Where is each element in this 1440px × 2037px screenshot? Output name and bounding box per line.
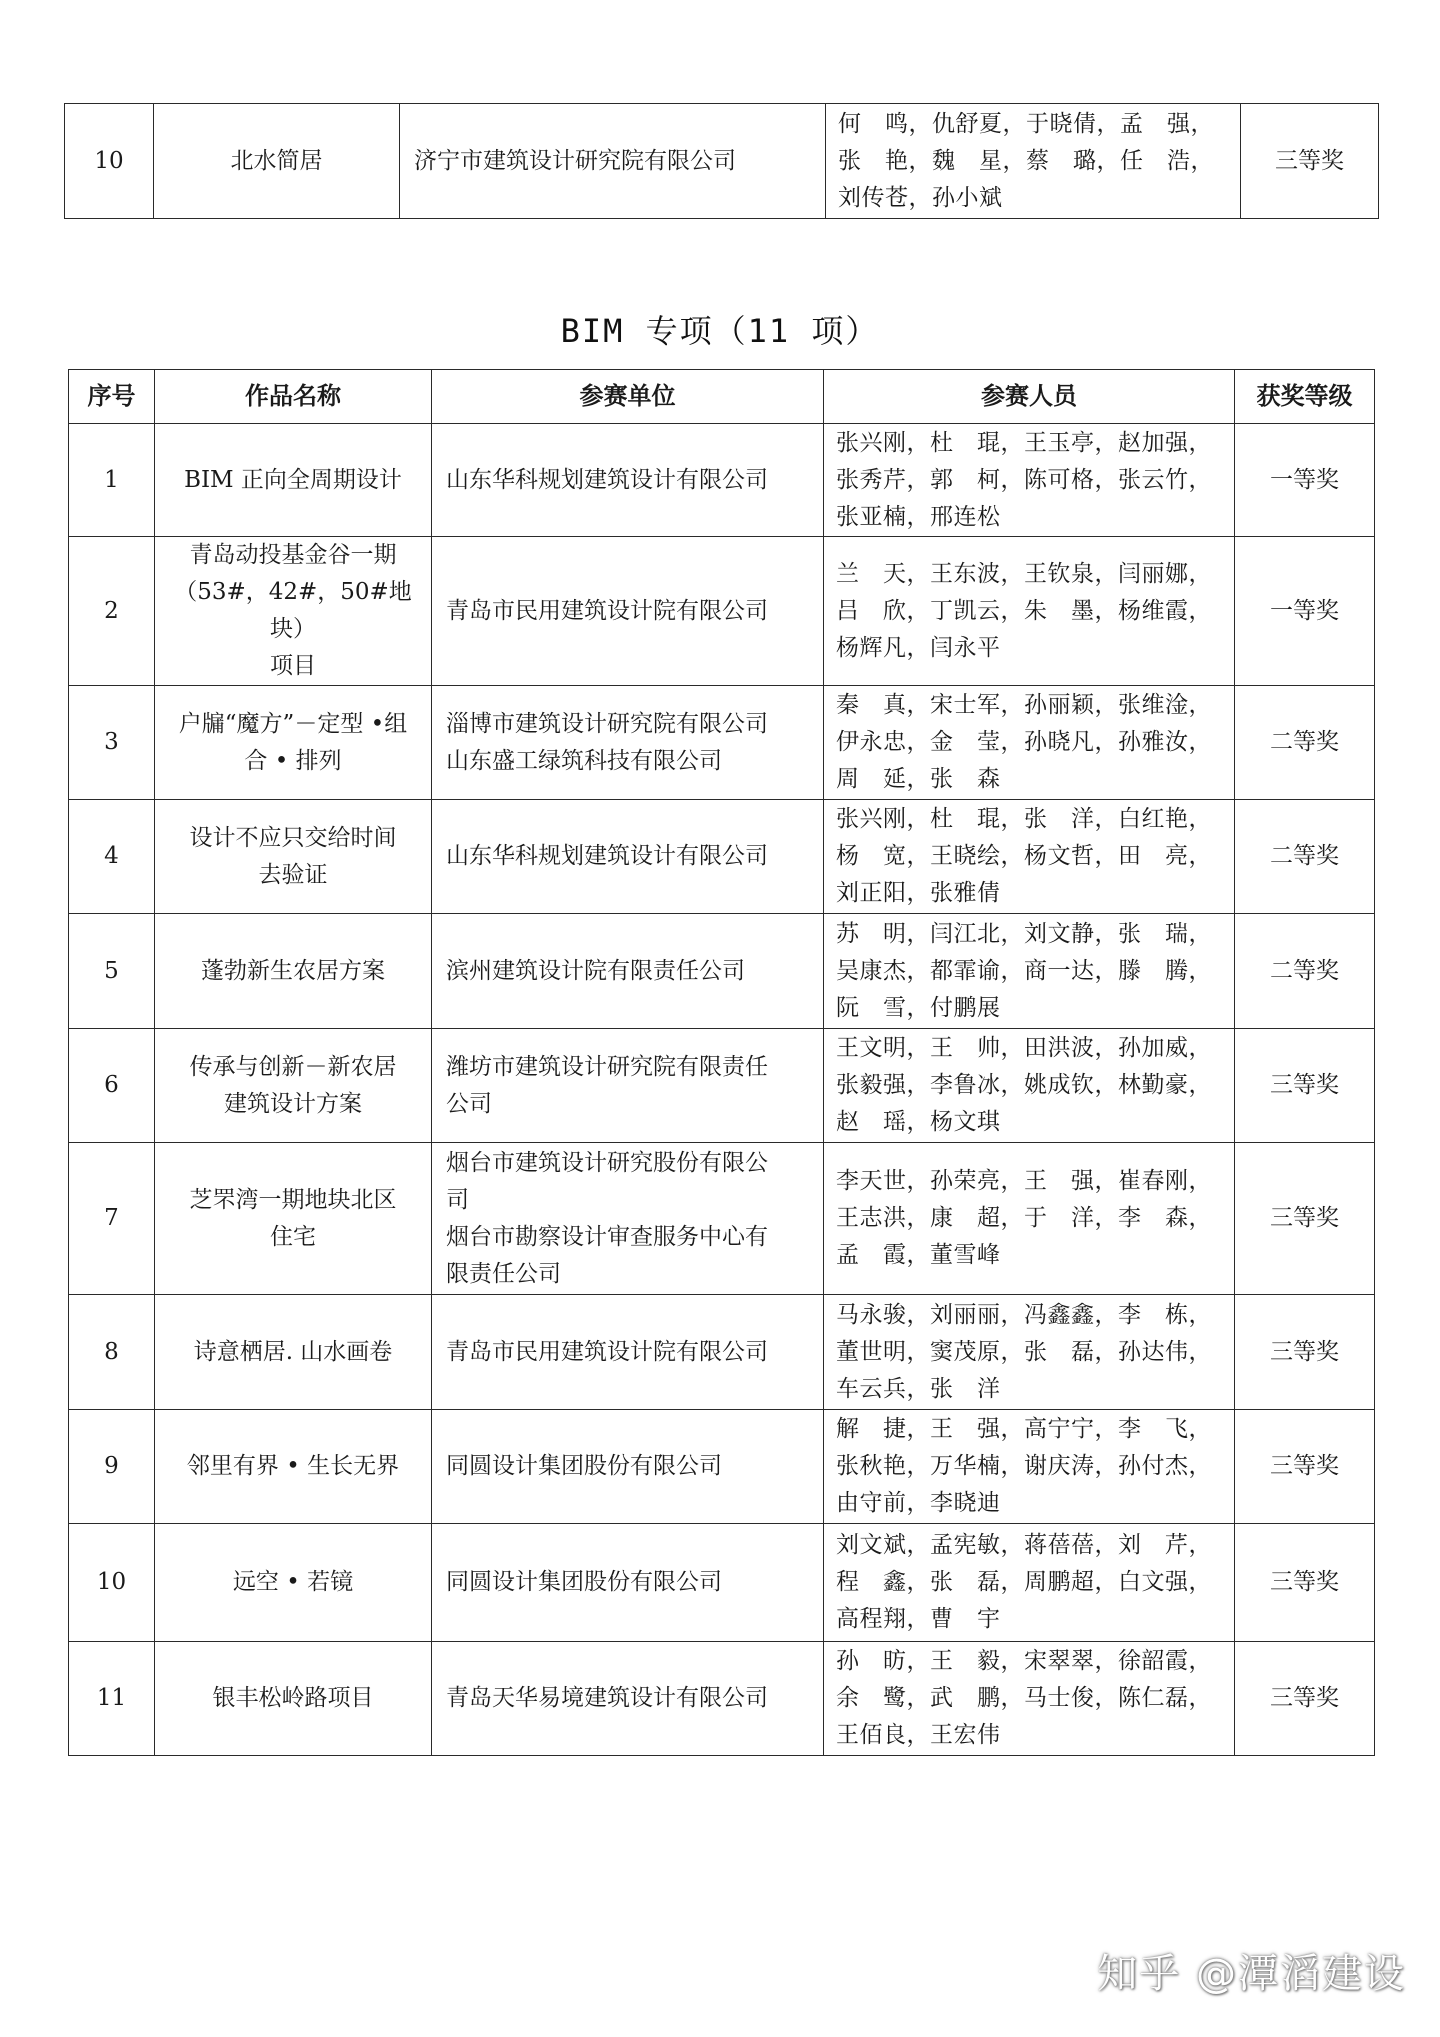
table-row: [65, 104, 1379, 219]
title-line: 远空 • 若镜: [232, 1569, 354, 1595]
people-line: 张兴刚，杜 琨，张 洋，白红艳，: [836, 806, 1212, 832]
table-header-row: [69, 370, 1375, 424]
people-line: 刘文斌，孟宪敏，蒋蓓蓓，刘 芹，: [836, 1532, 1212, 1558]
cell-people: [824, 1524, 1235, 1642]
people-line: 苏 明，闫江北，刘文静，张 瑞，: [836, 920, 1212, 947]
cell-people: [824, 537, 1235, 686]
people-line: 马永骏，刘丽丽，冯鑫鑫，李 栋，: [836, 1301, 1212, 1328]
people-line: 张兴刚，杜 琨，王玉亭，赵加强，: [836, 429, 1212, 456]
unit-line: 山东盛工绿筑科技有限公司: [446, 747, 722, 774]
cell-award: 三等奖: [1235, 1524, 1375, 1642]
people-line: 孟 霞，董雪峰: [836, 1242, 1001, 1268]
cell-unit: [432, 537, 824, 686]
cell-award: 三等奖: [1235, 1143, 1375, 1295]
table-row: [69, 1642, 1375, 1756]
people-line: 秦 真，宋士军，孙丽颖，张维淦，: [836, 692, 1212, 718]
watermark: 知乎 @潭滔建设: [1097, 1951, 1406, 1997]
people-line: 吕 欣，丁凯云，朱 墨，杨维霞，: [836, 597, 1212, 624]
section-title: BIM 专项（11 项）: [560, 312, 880, 350]
unit-line: 限责任公司: [446, 1260, 561, 1287]
unit-line: 青岛市民用建筑设计院有限公司: [446, 1338, 768, 1365]
cell-award: 二等奖: [1235, 686, 1375, 800]
people-line: 刘正阳，张雅倩: [836, 880, 1001, 906]
cell-people: [824, 1410, 1235, 1524]
cell-title: [155, 1524, 432, 1642]
cell-award: 一等奖: [1235, 424, 1375, 537]
people-line: 杨 宽，王晓绘，杨文哲，田 亮，: [836, 843, 1212, 869]
people-line: 王志洪，康 超，于 洋，李 森，: [836, 1205, 1212, 1231]
cell-index: 7: [69, 1143, 155, 1295]
cell-unit: [432, 1143, 824, 1295]
title-line: 诗意栖居. 山水画卷: [193, 1338, 393, 1365]
title-line: 蓬勃新生农居方案: [201, 957, 385, 984]
people-line: 董世明，窦茂原，张 磊，孙达伟，: [836, 1338, 1212, 1365]
cell-index: 5: [69, 914, 155, 1029]
cell-award: 三等奖: [1241, 104, 1379, 219]
unit-line: 公司: [446, 1090, 492, 1117]
people-line: 张 艳，魏 星，蔡 璐，任 浩，: [838, 147, 1214, 174]
cell-award: 一等奖: [1235, 537, 1375, 686]
cell-award: 三等奖: [1235, 1295, 1375, 1410]
people-line: 周 延，张 森: [836, 766, 1001, 792]
title-line: 合 • 排列: [244, 747, 342, 774]
unit-line: 烟台市建筑设计研究股份有限公: [446, 1149, 768, 1176]
cell-unit: [432, 1029, 824, 1143]
people-line: 伊永忠，金 莹，孙晓凡，孙雅汝，: [836, 729, 1212, 755]
cell-title: [155, 686, 432, 800]
cell-unit: [432, 914, 824, 1029]
cell-award: 三等奖: [1235, 1642, 1375, 1756]
table-row: [69, 424, 1375, 537]
cell-people: [824, 686, 1235, 800]
title-line: 银丰松岭路项目: [212, 1685, 374, 1711]
title-line: 邻里有界 • 生长无界: [186, 1453, 400, 1479]
cell-unit: [432, 1524, 824, 1642]
cell-title: [154, 104, 400, 219]
title-line: 设计不应只交给时间: [189, 824, 397, 851]
table-row: [69, 800, 1375, 914]
previous-section-table: [64, 103, 1379, 219]
cell-award: 二等奖: [1235, 800, 1375, 914]
header-index: 序号: [69, 370, 155, 424]
cell-unit: [400, 104, 826, 219]
cell-award: 三等奖: [1235, 1029, 1375, 1143]
cell-people: [824, 914, 1235, 1029]
cell-index: 10: [69, 1524, 155, 1642]
cell-index: 9: [69, 1410, 155, 1524]
header-unit: 参赛单位: [432, 370, 824, 424]
header-award: 获奖等级: [1235, 370, 1375, 424]
people-line: 解 捷，王 强，高宁宁，李 飞，: [836, 1416, 1212, 1442]
people-line: 张毅强，李鲁冰，姚成钦，林勤豪，: [836, 1072, 1212, 1098]
people-line: 刘传苍，孙小斌: [838, 184, 1003, 211]
table-row: [69, 1029, 1375, 1143]
cell-title: [155, 1410, 432, 1524]
unit-line: 青岛天华易境建筑设计有限公司: [446, 1685, 768, 1711]
unit-line: 淄博市建筑设计研究院有限公司: [446, 710, 768, 737]
cell-title: [155, 1143, 432, 1295]
people-line: 李天世，孙荣亮，王 强，崔春刚，: [836, 1168, 1212, 1194]
unit-line: 青岛市民用建筑设计院有限公司: [446, 597, 768, 624]
table-row: [69, 1410, 1375, 1524]
cell-index: 4: [69, 800, 155, 914]
table-row: [69, 1143, 1375, 1295]
people-line: 何 鸣，仇舒夏，于晓倩，孟 强，: [838, 110, 1214, 137]
title-line: 去验证: [258, 861, 328, 888]
people-line: 王文明，王 帅，田洪波，孙加威，: [836, 1035, 1212, 1061]
people-line: 由守前，李晓迪: [836, 1490, 1001, 1516]
unit-line: 同圆设计集团股份有限公司: [446, 1569, 722, 1595]
cell-index: 6: [69, 1029, 155, 1143]
cell-index: 3: [69, 686, 155, 800]
unit-line: 济宁市建筑设计研究院有限公司: [414, 147, 736, 174]
table-row: [69, 1524, 1375, 1642]
people-line: 张秀芹，郭 柯，陈可格，张云竹，: [836, 466, 1212, 493]
title-line: 北水简居: [230, 147, 323, 174]
title-line: 住宅: [270, 1223, 316, 1250]
table-row: [69, 914, 1375, 1029]
header-title: 作品名称: [155, 370, 432, 424]
previous-section-table-body: [65, 104, 1379, 219]
cell-award: 三等奖: [1235, 1410, 1375, 1524]
table-row: [69, 1295, 1375, 1410]
cell-title: [155, 1029, 432, 1143]
cell-index: 11: [69, 1642, 155, 1756]
people-line: 杨辉凡，闫永平: [836, 634, 1001, 661]
title-line: 传承与创新－新农居: [189, 1053, 397, 1080]
cell-award: 二等奖: [1235, 914, 1375, 1029]
title-line: 建筑设计方案: [224, 1090, 362, 1117]
title-line: 项目: [270, 653, 316, 679]
cell-unit: [432, 686, 824, 800]
people-line: 兰 天，王东波，王钦泉，闫丽娜，: [836, 560, 1212, 587]
people-line: 程 鑫，张 磊，周鹏超，白文强，: [836, 1569, 1212, 1595]
cell-people: [824, 1029, 1235, 1143]
bim-award-table: [68, 369, 1375, 1756]
title-line: BIM 正向全周期设计: [184, 466, 402, 493]
unit-line: 潍坊市建筑设计研究院有限责任: [446, 1053, 768, 1080]
people-line: 赵 瑶，杨文琪: [836, 1109, 1001, 1135]
cell-unit: [432, 1295, 824, 1410]
unit-line: 司: [446, 1186, 469, 1213]
bim-award-table-body: [69, 424, 1375, 1756]
cell-unit: [432, 1642, 824, 1756]
cell-title: [155, 537, 432, 686]
unit-line: 滨州建筑设计院有限责任公司: [446, 957, 745, 984]
people-line: 王佰良，王宏伟: [836, 1722, 1001, 1748]
people-line: 吴康杰，都霏谕，商一达，滕 腾，: [836, 957, 1212, 984]
header-people: 参赛人员: [824, 370, 1235, 424]
cell-title: [155, 914, 432, 1029]
people-line: 车云兵，张 洋: [836, 1375, 1001, 1402]
people-line: 高程翔，曹 宇: [836, 1606, 1001, 1632]
cell-index: 2: [69, 537, 155, 686]
people-line: 张秋艳，万华楠，谢庆涛，孙付杰，: [836, 1453, 1212, 1479]
unit-line: 烟台市勘察设计审查服务中心有: [446, 1223, 768, 1250]
title-line: （53#，42#，50#地块）: [174, 579, 412, 642]
table-row: [69, 686, 1375, 800]
cell-title: [155, 424, 432, 537]
cell-unit: [432, 424, 824, 537]
cell-unit: [432, 1410, 824, 1524]
cell-people: [826, 104, 1241, 219]
unit-line: 山东华科规划建筑设计有限公司: [446, 466, 768, 493]
cell-unit: [432, 800, 824, 914]
cell-people: [824, 1143, 1235, 1295]
cell-index: 10: [65, 104, 154, 219]
table-row: [69, 537, 1375, 686]
unit-line: 山东华科规划建筑设计有限公司: [446, 843, 768, 869]
cell-people: [824, 1642, 1235, 1756]
people-line: 孙 昉，王 毅，宋翠翠，徐韶霞，: [836, 1648, 1212, 1674]
people-line: 阮 雪，付鹏展: [836, 994, 1001, 1021]
title-line: 青岛动投基金谷一期: [189, 542, 397, 568]
cell-index: 8: [69, 1295, 155, 1410]
cell-title: [155, 1642, 432, 1756]
cell-title: [155, 800, 432, 914]
title-line: 芝罘湾一期地块北区: [189, 1186, 397, 1213]
cell-index: 1: [69, 424, 155, 537]
people-line: 余 鹭，武 鹏，马士俊，陈仁磊，: [836, 1685, 1212, 1711]
cell-people: [824, 1295, 1235, 1410]
cell-people: [824, 424, 1235, 537]
cell-title: [155, 1295, 432, 1410]
title-line: 户牖“魔方”－定型 •组: [178, 710, 408, 737]
people-line: 张亚楠，邢连松: [836, 503, 1001, 530]
unit-line: 同圆设计集团股份有限公司: [446, 1453, 722, 1479]
cell-people: [824, 800, 1235, 914]
